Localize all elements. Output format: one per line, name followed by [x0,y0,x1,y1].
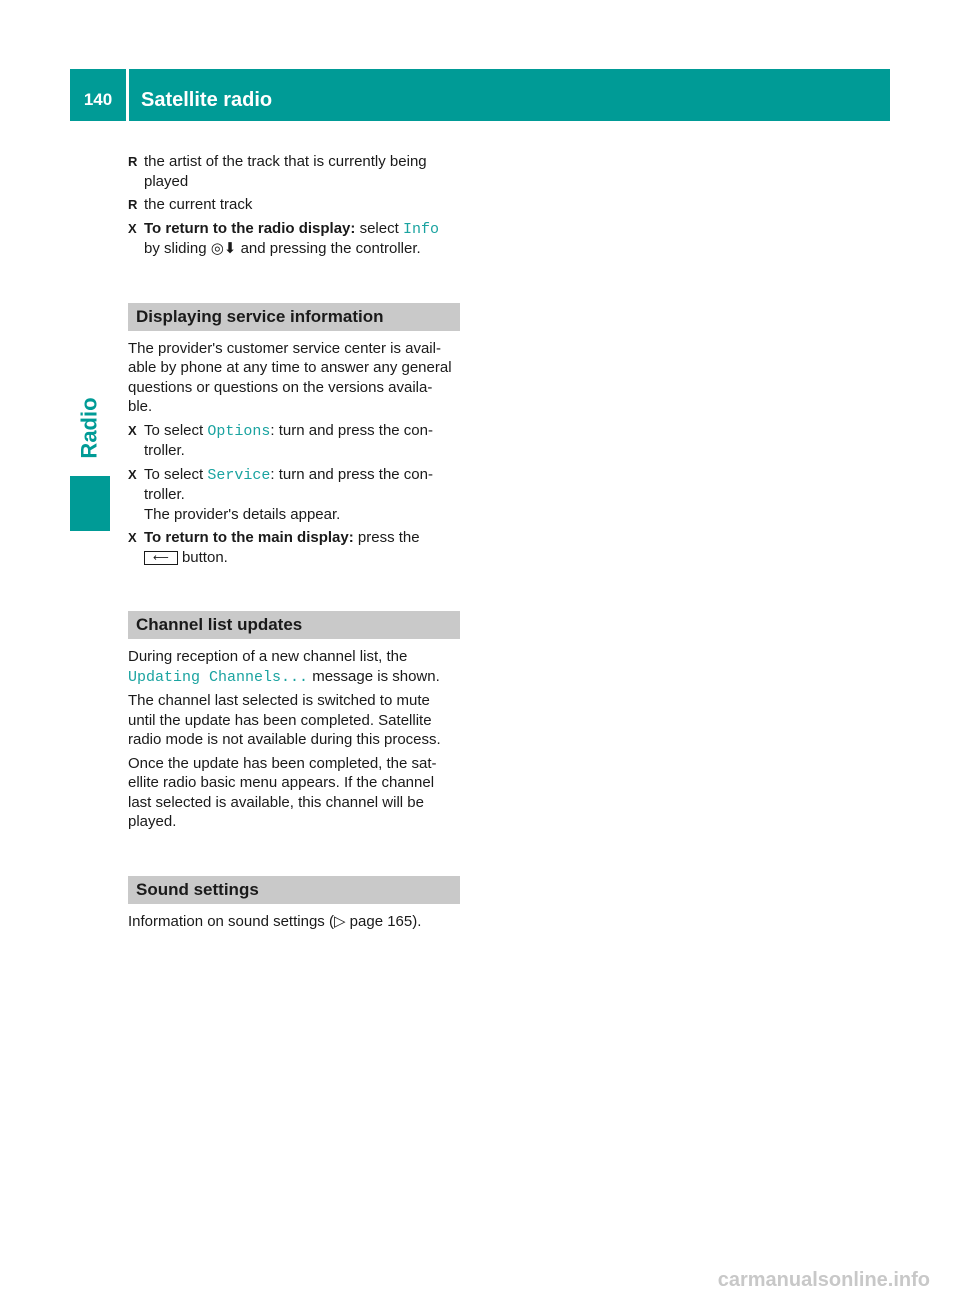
channels-paragraph: Once the update has been completed, the sat- ellite radio basic menu appears. If the channel last selected is available, this channel will be played. [128,754,437,830]
page-number: 140 [83,90,113,109]
side-tab [70,476,110,531]
step-arrow-icon: X [128,466,137,482]
header-divider [126,69,129,121]
page-ref-arrow-icon: ▷ [333,912,346,930]
service-paragraph: The provider's customer service center is avail- able by phone at any time to answer any general questions or questions on the versions availa- ble. [128,339,452,415]
watermark: carmanualsonline.info [717,1269,930,1291]
step-arrow-icon: X [128,220,137,236]
step-text: select [359,219,399,237]
heading-service: Displaying service information [128,303,460,331]
back-button-icon: ⟵ [144,551,178,565]
step-item: X To select Options: turn and press the con- troller. [128,421,433,459]
section-title: Satellite radio [141,89,273,111]
step-text: by sliding [144,240,207,257]
channels-paragraph: The channel last selected is switched to mute until the update has been completed. Satellite radio mode is not available during this process. [128,692,441,748]
bullet-text: the artist of the track that is currently being played [144,153,427,190]
bullet-icon: R [128,197,138,212]
bullet-item [128,152,460,191]
heading-channel-list: Channel list updates [128,611,460,639]
step-item: X To select Service: turn and press the con- troller. The provider's details appear. [128,465,433,523]
menu-item-options: Options [207,422,271,440]
step-arrow-icon: X [128,422,137,438]
menu-item-info: Info [402,220,439,238]
page-content [128,152,460,935]
step-title: To return to the radio display: [144,219,356,237]
bullet-text: the current track [144,196,253,213]
step-item [128,219,460,259]
menu-item-service: Service [207,466,271,484]
step-arrow-icon: X [128,530,137,545]
sound-paragraph: Information on sound settings (▷ page 165). [128,912,422,930]
heading-sound-settings: Sound settings [128,876,460,904]
page-reference-link[interactable]: page 165). [349,912,422,930]
side-label-text: Radio [77,397,102,459]
step-item: X To return to the main display: press the ⟵ button. [128,529,420,566]
bullet-icon: R [128,154,138,169]
message-updating-channels: Updating Channels... [128,668,309,686]
step-text: and pressing the controller. [240,240,421,257]
controller-icon: ◎⬇ [210,240,237,257]
side-label [70,380,110,476]
bullet-item [128,195,460,215]
channels-paragraph: During reception of a new channel list, the Updating Channels... message is shown. [128,648,440,686]
